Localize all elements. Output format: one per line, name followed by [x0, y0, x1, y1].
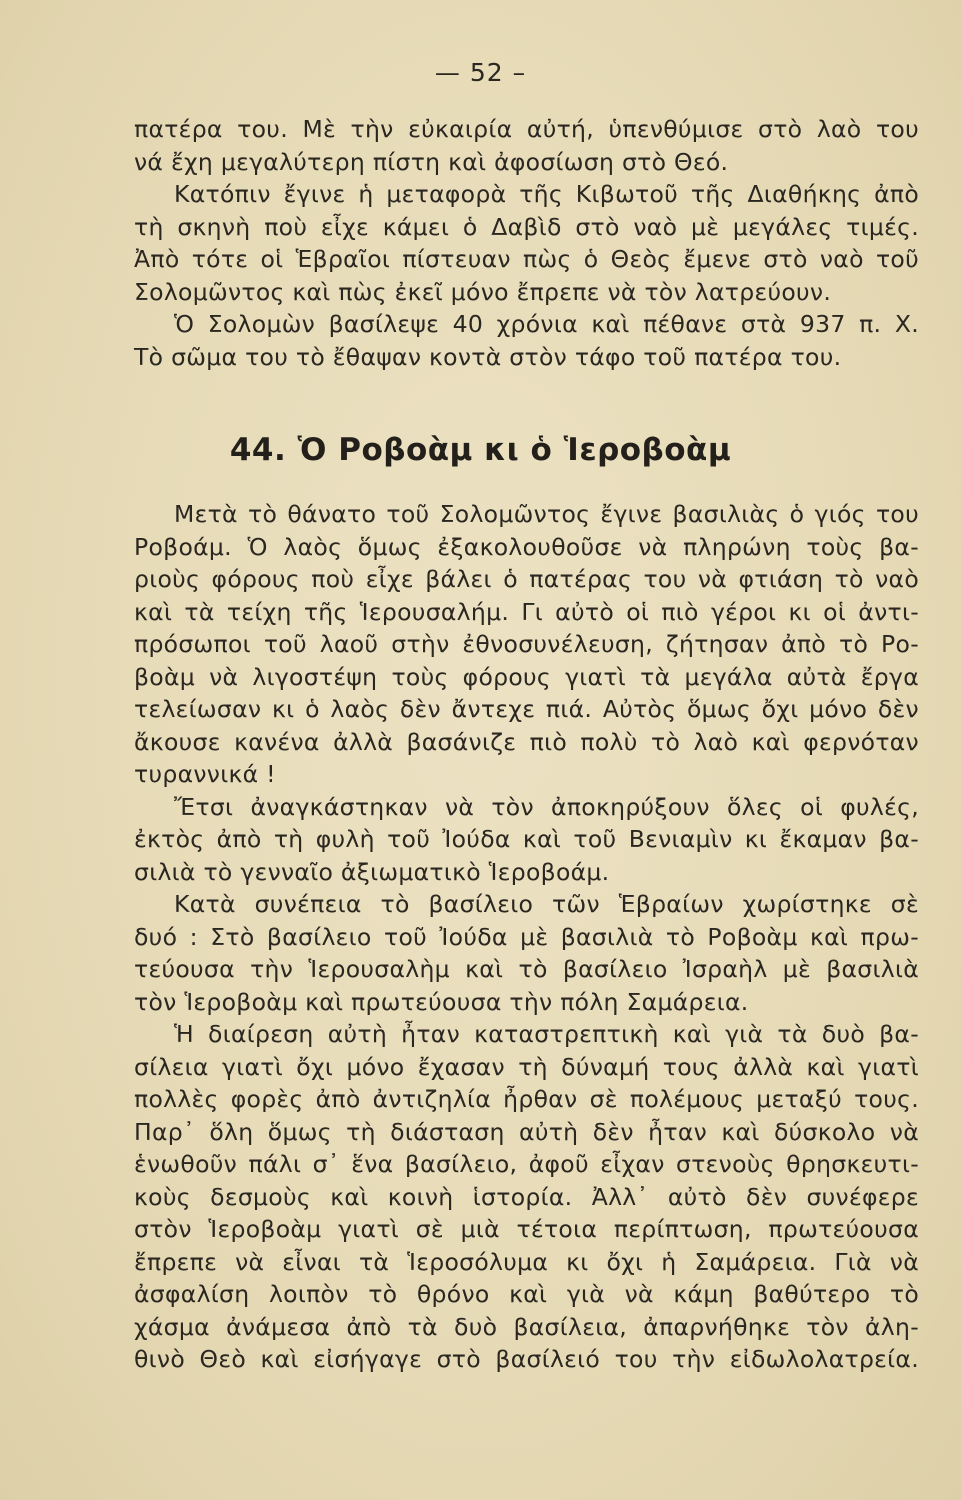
text-line: δυό : Στὸ βασίλειο τοῦ Ἰούδα μὲ βασιλιὰ τὸ Ροβοὰμ καὶ πρω- — [134, 922, 919, 951]
text-line: χάσμα ἀνάμεσα ἀπὸ τὰ δυὸ βασίλεια, ἀπαρνήθηκε τὸν ἀλη- — [134, 1312, 919, 1341]
text-line: τὴ σκηνὴ ποὺ εἶχε κάμει ὁ Δαβὶδ στὸ ναὸ μὲ μεγάλες τιμές. — [134, 212, 919, 241]
text-line: ἐκτὸς ἀπὸ τὴ φυλὴ τοῦ Ἰούδα καὶ τοῦ Βενιαμὶν κι ἔκαμαν βα- — [134, 825, 919, 853]
text-line: νά ἔχη μεγαλύτερη πίστη καὶ ἀφοσίωση στὸ Θεό. — [134, 147, 729, 176]
text-line: Ἔτσι ἀναγκάστηκαν νὰ τὸν ἀποκηρύξουν ὅλες οἱ φυλές, — [174, 792, 919, 821]
top-text-block — [134, 113, 919, 373]
chapter-body — [134, 498, 919, 1376]
text-line: τελείωσαν κι ὁ λαὸς δὲν ἄντεχε πιά. Αὐτὸς ὅμως ὄχι μόνο δὲν — [134, 695, 919, 723]
text-line: πρόσωποι τοῦ λαοῦ στὴν ἐθνοσυνέλευση, ζήτησαν ἀπὸ τὸ Ρο- — [134, 630, 919, 658]
text-line: πατέρα του. Μὲ τὴν εὐκαιρία αὐτή, ὑπενθύμισε στὸ λαὸ του — [134, 115, 919, 143]
text-line: ἑνωθοῦν πάλι σ᾿ ἕνα βασίλειο, ἀφοῦ εἶχαν στενοὺς θρησκευτι- — [134, 1150, 919, 1178]
text-line: ἀσφαλίση λοιπὸν τὸ θρόνο καὶ γιὰ νὰ κάμη βαθύτερο τὸ — [134, 1280, 919, 1308]
text-line: Σολομῶντος καὶ πὼς ἐκεῖ μόνο ἔπρεπε νὰ τὸν λατρεύουν. — [134, 277, 832, 306]
text-line: τυραννικά ! — [134, 760, 276, 788]
text-line: Παρ᾿ ὅλη ὅμως τὴ διάσταση αὐτὴ δὲν ἦταν καὶ δύσκολο νὰ — [134, 1117, 919, 1146]
text-line: τεύουσα τὴν Ἱερουσαλὴμ καὶ τὸ βασίλειο Ἰσραὴλ μὲ βασιλιὰ — [134, 955, 919, 983]
text-line: κοὺς δεσμοὺς καὶ κοινὴ ἱστορία. Ἀλλ᾿ αὐτὸ δὲν συνέφερε — [134, 1182, 919, 1211]
text-line: πολλὲς φορὲς ἀπὸ ἀντιζηλία ἦρθαν σὲ πολέμους μεταξύ τους. — [134, 1085, 919, 1113]
text-line: καὶ τὰ τείχη τῆς Ἱερουσαλήμ. Γι αὐτὸ οἱ πιὸ γέροι κι οἱ ἀντι- — [134, 597, 919, 626]
text-line: Ἡ διαίρεση αὐτὴ ἦταν καταστρεπτικὴ καὶ γιὰ τὰ δυὸ βα- — [174, 1020, 919, 1048]
text-line: Κατόπιν ἔγινε ἡ μεταφορὰ τῆς Κιβωτοῦ τῆς Διαθήκης ἀπὸ — [174, 180, 919, 208]
text-line: στὸν Ἱεροβοὰμ γιατὶ σὲ μιὰ τέτοια περίπτωση, πρωτεύουσα — [134, 1215, 919, 1243]
text-line: Κατὰ συνέπεια τὸ βασίλειο τῶν Ἑβραίων χωρίστηκε σὲ — [174, 890, 919, 918]
text-line: Ροβοάμ. Ὁ λαὸς ὅμως ἐξακολουθοῦσε νὰ πληρώνη τοὺς βα- — [134, 532, 919, 561]
text-line: Ἀπὸ τότε οἱ Ἑβραῖοι πίστευαν πὼς ὁ Θεὸς ἔμενε στὸ ναὸ τοῦ — [134, 245, 919, 273]
text-line: θινὸ Θεὸ καὶ εἰσήγαγε στὸ βασίλειό του τὴν εἰδωλολατρεία. — [134, 1345, 919, 1373]
text-line: σιλιὰ τὸ γενναῖο ἀξιωματικὸ Ἱεροβοάμ. — [134, 857, 610, 886]
text-line: Τὸ σῶμα του τὸ ἔθαψαν κοντὰ στὸν τάφο τοῦ πατέρα του. — [134, 342, 842, 371]
page-number: — 52 – — [434, 58, 527, 87]
text-line: σίλεια γιατὶ ὄχι μόνο ἔχασαν τὴ δύναμή τους ἀλλὰ καὶ γιατὶ — [134, 1052, 919, 1081]
text-line: ἔπρεπε νὰ εἶναι τὰ Ἱεροσόλυμα κι ὄχι ἡ Σαμάρεια. Γιὰ νὰ — [134, 1247, 919, 1276]
text-line: Ὁ Σολομὼν βασίλεψε 40 χρόνια καὶ πέθανε στὰ 937 π. Χ. — [174, 310, 919, 338]
text-line: βοὰμ νὰ λιγοστέψη τοὺς φόρους γιατὶ τὰ μεγάλα αὐτὰ ἔργα — [134, 662, 919, 691]
text-line: τὸν Ἱεροβοὰμ καὶ πρωτεύουσα τὴν πόλη Σαμάρεια. — [134, 987, 749, 1016]
text-line: Μετὰ τὸ θάνατο τοῦ Σολομῶντος ἔγινε βασιλιὰς ὁ γιός του — [174, 500, 919, 528]
chapter-heading: 44. Ὁ Ροβοὰμ κι ὁ Ἱεροβοὰμ — [229, 432, 732, 468]
text-line: ριοὺς φόρους ποὺ εἶχε βάλει ὁ πατέρας του νὰ φτιάση τὸ ναὸ — [134, 565, 919, 593]
text-line: ἄκουσε κανένα ἀλλὰ βασάνιζε πιὸ πολὺ τὸ λαὸ καὶ φερνόταν — [134, 727, 919, 756]
